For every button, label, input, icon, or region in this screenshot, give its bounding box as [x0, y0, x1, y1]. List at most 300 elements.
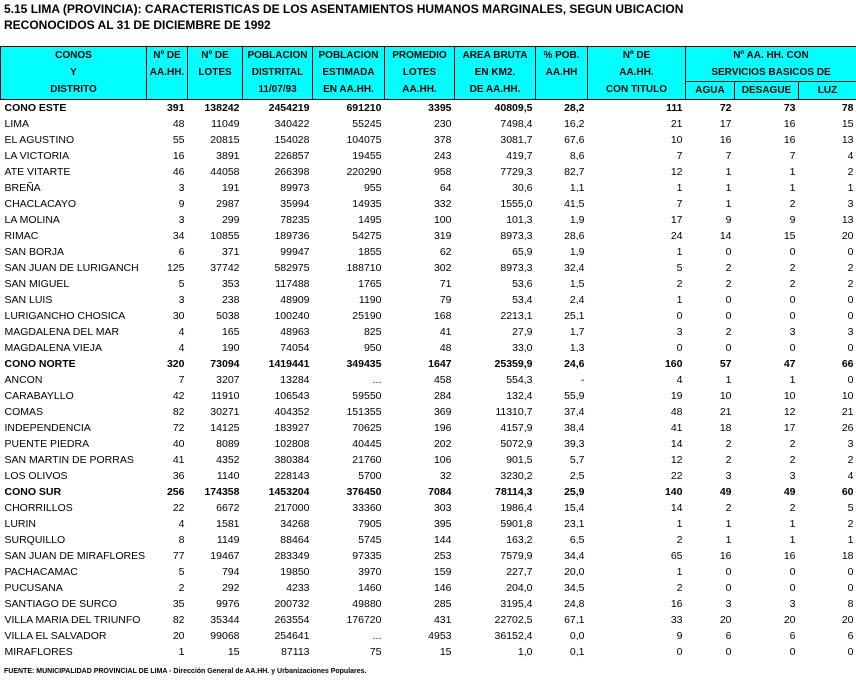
table-cell: 104075: [346, 134, 382, 146]
table-cell: 154028: [274, 134, 310, 146]
row-label: LURIGANCHO CHOSICA: [4, 310, 126, 322]
table-cell: 49: [719, 486, 732, 498]
table-cell: 4: [847, 470, 854, 482]
header-pct-pob-2: AA.HH: [536, 64, 588, 82]
table-cell: 1453204: [268, 486, 310, 498]
table-row: [1, 628, 856, 644]
table-cell: 0: [847, 294, 854, 306]
table-cell: 1: [789, 374, 796, 386]
table-cell: 8973,3: [500, 262, 533, 274]
table-cell: 55,9: [564, 390, 585, 402]
table-cell: 11049: [211, 118, 240, 130]
table-cell: 160: [664, 358, 683, 370]
table-cell: 7084: [428, 486, 452, 498]
header-luz: LUZ: [799, 82, 856, 100]
table-row: [1, 196, 856, 212]
table-cell: 0: [847, 246, 854, 258]
table-cell: 202: [433, 438, 452, 450]
table-cell: 3: [789, 326, 796, 338]
row-label: PUCUSANA: [4, 582, 63, 594]
table-cell: 13: [841, 134, 854, 146]
table-cell: 163,2: [506, 534, 533, 546]
table-cell: 34: [172, 230, 185, 242]
table-cell: 0: [676, 310, 683, 322]
table-cell: 1,0: [517, 646, 533, 658]
table-cell: 1,3: [569, 342, 585, 354]
table-cell: 37742: [210, 262, 240, 274]
table-cell: 378: [433, 134, 452, 146]
row-label: SAN BORJA: [4, 246, 65, 258]
table-cell: 15,4: [564, 502, 585, 514]
table-cell: 2: [789, 278, 796, 290]
table-cell: 3: [725, 598, 732, 610]
table-cell: 4: [178, 342, 185, 354]
table-cell: 254641: [274, 630, 310, 642]
table-cell: 70625: [352, 422, 382, 434]
table-cell: 1: [725, 182, 732, 194]
header-conos-2: Y: [1, 64, 147, 82]
row-label: CARABAYLLO: [4, 390, 74, 402]
table-cell: 3: [178, 214, 185, 226]
table-cell: 44058: [210, 166, 240, 178]
table-cell: 0: [789, 566, 796, 578]
header-promedio-3: AA.HH.: [385, 82, 455, 100]
table-cell: 340422: [274, 118, 310, 130]
header-lotes-3: [188, 82, 243, 100]
table-cell: 78114,3: [495, 486, 533, 498]
table-cell: 7: [676, 198, 683, 210]
table-cell: 28,2: [564, 102, 585, 114]
table-header: [1, 47, 856, 100]
table-cell: 16: [783, 550, 796, 562]
table-cell: 691210: [346, 102, 382, 114]
table-row: [1, 388, 856, 404]
table-row: [1, 452, 856, 468]
table-cell: 11910: [211, 390, 240, 402]
table-cell: 22: [670, 470, 683, 482]
table-row: [1, 164, 856, 180]
row-label: ATE VITARTE: [4, 166, 71, 178]
table-cell: 20: [841, 614, 854, 626]
table-cell: 955: [363, 182, 382, 194]
table-cell: 2: [847, 518, 854, 530]
table-cell: 71: [439, 278, 452, 290]
table-cell: 19455: [352, 150, 382, 162]
table-cell: 3: [725, 470, 732, 482]
header-aahh-3: [147, 82, 188, 100]
table-cell: 30,6: [512, 182, 533, 194]
table-cell: 825: [363, 326, 382, 338]
table-cell: 33: [670, 614, 683, 626]
table-cell: 230: [433, 118, 452, 130]
table-cell: 0: [725, 566, 732, 578]
table-cell: 243: [433, 150, 452, 162]
table-cell: 3207: [216, 374, 240, 386]
table-cell: 106: [433, 454, 452, 466]
table-cell: 376450: [346, 486, 382, 498]
table-cell: 4953: [428, 630, 452, 642]
table-row: [1, 420, 856, 436]
table-cell: 2: [847, 278, 854, 290]
table-cell: 2: [725, 278, 732, 290]
table-cell: 2: [789, 502, 796, 514]
table-cell: 2: [789, 198, 796, 210]
table-cell: 391: [166, 102, 185, 114]
table-cell: 2: [789, 438, 796, 450]
table-cell: 99068: [210, 630, 240, 642]
table-cell: 23,1: [564, 518, 585, 530]
row-label: SANTIAGO DE SURCO: [4, 598, 118, 610]
table-cell: 2,4: [569, 294, 585, 306]
table-cell: 14: [719, 230, 732, 242]
table-cell: 10: [841, 390, 854, 402]
table-cell: 15: [841, 118, 854, 130]
table-cell: 5901,8: [500, 518, 533, 530]
table-row: [1, 516, 856, 532]
table-cell: 54275: [352, 230, 382, 242]
table-cell: 40: [172, 438, 185, 450]
table-cell: 200732: [274, 598, 310, 610]
table-cell: 41,5: [564, 198, 585, 210]
table-row: [1, 372, 856, 388]
table-cell: 395: [433, 518, 452, 530]
table-cell: 12: [670, 166, 683, 178]
table-cell: 1190: [358, 294, 382, 306]
table-cell: 299: [221, 214, 240, 226]
table-row: [1, 324, 856, 340]
table-cell: 34268: [280, 518, 310, 530]
table-cell: 554,3: [506, 374, 533, 386]
table-cell: 3230,2: [500, 470, 533, 482]
table-cell: 3: [847, 326, 854, 338]
table-cell: 77: [172, 550, 185, 562]
table-cell: 140: [664, 486, 683, 498]
table-cell: 1140: [216, 470, 240, 482]
table-cell: 292: [221, 582, 240, 594]
table-cell: 20,0: [564, 566, 585, 578]
table-cell: 47: [783, 358, 796, 370]
table-cell: 34,4: [564, 550, 585, 562]
table-cell: 25359,9: [494, 358, 533, 370]
table-row: [1, 644, 856, 660]
table-cell: ...: [372, 374, 382, 386]
table-row: [1, 564, 856, 580]
table-cell: 183927: [274, 422, 310, 434]
table-cell: 8089: [216, 438, 240, 450]
table-cell: 25,9: [564, 486, 585, 498]
table-cell: 0: [847, 566, 854, 578]
row-label: MAGDALENA VIEJA: [4, 342, 102, 354]
table-cell: 6,5: [569, 534, 585, 546]
table-cell: 48963: [280, 326, 310, 338]
header-pob-estimada-2: ESTIMADA: [313, 64, 385, 82]
table-cell: 17: [719, 118, 732, 130]
table-cell: 6: [847, 630, 854, 642]
table-cell: 174358: [204, 486, 240, 498]
table-row: [1, 132, 856, 148]
table-cell: 7905: [358, 518, 382, 530]
table-cell: 88464: [280, 534, 310, 546]
table-row: [1, 596, 856, 612]
table-cell: 3891: [216, 150, 240, 162]
table-cell: 2: [725, 438, 732, 450]
table-cell: 14125: [210, 422, 240, 434]
table-cell: 53,6: [512, 278, 533, 290]
table-cell: 22: [172, 502, 185, 514]
table-cell: 1,7: [569, 326, 585, 338]
table-cell: 191: [221, 182, 240, 194]
row-label: RIMAC: [4, 230, 39, 242]
table-cell: 283349: [274, 550, 310, 562]
row-label: SAN JUAN DE MIRAFLORES: [4, 550, 146, 562]
table-cell: 0: [676, 646, 683, 658]
table-cell: 24: [670, 230, 683, 242]
row-label: SAN JUAN DE LURIGANCH: [4, 262, 139, 274]
table-cell: 42: [172, 390, 185, 402]
header-agua: AGUA: [686, 82, 735, 100]
table-cell: 48: [670, 406, 683, 418]
table-cell: 16: [670, 598, 683, 610]
table-cell: 8973,3: [500, 230, 533, 242]
source-footnote: FUENTE: MUNICIPALIDAD PROVINCIAL DE LIMA - Dirección General de AA.HH. y Urbanizaciones Populares.: [4, 668, 367, 675]
row-label: SAN MARTIN DE PORRAS: [4, 454, 134, 466]
table-cell: 1: [847, 182, 854, 194]
table-cell: 101,3: [506, 214, 533, 226]
table-cell: 10: [670, 134, 683, 146]
row-label: VILLA MARIA DEL TRIUNFO: [4, 614, 141, 626]
table-cell: 3195,4: [500, 598, 533, 610]
table-cell: 353: [221, 278, 240, 290]
header-pct-pob-3: [536, 82, 588, 100]
table-cell: 48: [439, 342, 452, 354]
table-cell: 16,2: [564, 118, 585, 130]
table-cell: 1647: [428, 358, 452, 370]
table-cell: 0: [847, 342, 854, 354]
table-cell: 72: [172, 422, 185, 434]
table-cell: 369: [433, 406, 452, 418]
header-servicios-1: Nº AA. HH. CON: [686, 47, 856, 65]
table-cell: 60: [841, 486, 854, 498]
table-cell: 302: [433, 262, 452, 274]
table-cell: 21: [670, 118, 683, 130]
table-cell: 21: [841, 406, 854, 418]
table-cell: 8: [847, 598, 854, 610]
table-cell: 41: [172, 454, 185, 466]
table-cell: 15: [783, 230, 796, 242]
table-cell: ...: [372, 630, 382, 642]
table-cell: 0: [725, 310, 732, 322]
row-label: CHACLACAYO: [4, 198, 77, 210]
row-label: CONO ESTE: [4, 102, 67, 114]
row-label: SAN LUIS: [4, 294, 53, 306]
table-row: [1, 228, 856, 244]
table-cell: 458: [433, 374, 452, 386]
table-row: [1, 212, 856, 228]
table-cell: 18: [841, 550, 854, 562]
table-cell: 125: [166, 262, 185, 274]
table-row: [1, 308, 856, 324]
table-cell: 226857: [274, 150, 310, 162]
table-cell: 10855: [210, 230, 240, 242]
table-cell: 431: [433, 614, 452, 626]
table-cell: 9976: [216, 598, 240, 610]
table-cell: 0: [847, 646, 854, 658]
table-cell: 0,1: [569, 646, 585, 658]
table-cell: 82: [172, 406, 185, 418]
table-cell: 117488: [275, 278, 310, 290]
table-cell: 17: [783, 422, 796, 434]
table-cell: 67,1: [564, 614, 585, 626]
table-cell: 1: [725, 374, 732, 386]
table-cell: 1: [789, 534, 796, 546]
table-cell: 7: [676, 150, 683, 162]
header-conos-1: CONOS: [1, 47, 147, 65]
table-cell: 30271: [210, 406, 240, 418]
table-cell: 138242: [204, 102, 240, 114]
header-pob-distrital-1: POBLACION: [243, 47, 313, 65]
table-cell: 25,1: [564, 310, 585, 322]
table-cell: 106543: [274, 390, 310, 402]
table-cell: 371: [221, 246, 240, 258]
table-cell: 59550: [352, 390, 382, 402]
table-cell: 36: [172, 470, 185, 482]
table-cell: 87113: [281, 646, 310, 658]
table-cell: 5072,9: [500, 438, 533, 450]
table-cell: 1: [725, 198, 732, 210]
table-cell: 35344: [210, 614, 240, 626]
table-cell: 303: [433, 502, 452, 514]
table-cell: 11310,7: [495, 406, 533, 418]
table-group-row: [1, 484, 856, 500]
header-servicios-2: SERVICIOS BASICOS DE: [686, 64, 856, 82]
table-cell: 3: [847, 198, 854, 210]
table-cell: 4: [178, 518, 185, 530]
table-cell: 4: [178, 326, 185, 338]
table-cell: 6672: [216, 502, 240, 514]
table-row: [1, 260, 856, 276]
table-cell: 146: [433, 582, 452, 594]
header-lotes-1: Nº DE: [188, 47, 243, 65]
table-cell: 176720: [346, 614, 382, 626]
table-cell: 5700: [358, 470, 382, 482]
table-cell: 32,4: [564, 262, 585, 274]
table-cell: 228143: [274, 470, 310, 482]
table-cell: 217000: [274, 502, 310, 514]
table-row: [1, 340, 856, 356]
table-cell: 253: [433, 550, 452, 562]
table-cell: 100: [433, 214, 452, 226]
header-pct-pob-1: % POB.: [536, 47, 588, 65]
header-area-2: EN KM2.: [455, 64, 536, 82]
table-cell: 111: [666, 102, 683, 114]
table-cell: 7: [178, 374, 185, 386]
table-cell: 20: [841, 230, 854, 242]
table-cell: 5: [178, 566, 185, 578]
table-cell: 49880: [352, 598, 382, 610]
table-cell: 1: [676, 246, 683, 258]
table-cell: 0,0: [569, 630, 585, 642]
table-cell: 1,5: [569, 278, 585, 290]
table-row: [1, 532, 856, 548]
table-cell: 3: [789, 598, 796, 610]
header-area-1: AREA BRUTA: [455, 47, 536, 65]
table-cell: 26: [841, 422, 854, 434]
row-label: LURIN: [4, 518, 37, 530]
table-cell: 2987: [216, 198, 240, 210]
table-cell: 582975: [274, 262, 310, 274]
table-cell: 227,7: [506, 566, 533, 578]
table-cell: 238: [221, 294, 240, 306]
table-cell: 27,9: [512, 326, 533, 338]
table-cell: 15: [227, 646, 240, 658]
table-cell: 6: [178, 246, 185, 258]
table-cell: 9: [725, 214, 732, 226]
header-con-titulo-2: AA.HH.: [588, 64, 686, 82]
row-label: PUENTE PIEDRA: [4, 438, 90, 450]
table-cell: 320: [166, 358, 185, 370]
table-cell: 794: [221, 566, 240, 578]
row-label: BREÑA: [4, 182, 41, 194]
table-cell: 1765: [358, 278, 382, 290]
table-cell: 49: [783, 486, 796, 498]
table-cell: 89973: [280, 182, 310, 194]
row-label: PACHACAMAC: [4, 566, 78, 578]
table-cell: 404352: [274, 406, 310, 418]
header-pob-estimada-1: POBLACION: [313, 47, 385, 65]
table-cell: 1: [847, 534, 854, 546]
table-cell: 1,9: [569, 214, 585, 226]
table-cell: 1: [178, 646, 185, 658]
table-cell: 2: [847, 454, 854, 466]
table-cell: 78235: [280, 214, 310, 226]
table-cell: 36152,4: [494, 630, 533, 642]
table-cell: 9: [178, 198, 185, 210]
table-cell: 1: [725, 166, 732, 178]
table-cell: 0: [847, 582, 854, 594]
table-cell: 0: [789, 294, 796, 306]
table-row: [1, 244, 856, 260]
table-cell: 1,9: [569, 246, 585, 258]
table-cell: 1460: [358, 582, 382, 594]
table-cell: 33360: [352, 502, 382, 514]
table-cell: 2: [178, 582, 185, 594]
table-cell: 25190: [352, 310, 382, 322]
row-label: ANCON: [4, 374, 43, 386]
table-cell: 7729,3: [500, 166, 533, 178]
row-label: INDEPENDENCIA: [4, 422, 91, 434]
row-label: CONO SUR: [4, 486, 62, 498]
table-cell: 14: [670, 438, 683, 450]
table-cell: 1855: [358, 246, 382, 258]
table-cell: 5: [178, 278, 185, 290]
header-desague: DESAGUE: [735, 82, 799, 100]
table-row: [1, 500, 856, 516]
table-cell: 72: [719, 102, 732, 114]
table-cell: 0: [676, 342, 683, 354]
table-row: [1, 436, 856, 452]
table-cell: 3081,7: [500, 134, 533, 146]
table-cell: 0: [789, 246, 796, 258]
table-cell: 2: [789, 454, 796, 466]
table-cell: 151355: [346, 406, 382, 418]
row-label: LIMA: [4, 118, 30, 130]
table-cell: 1: [676, 294, 683, 306]
table-cell: 2: [725, 326, 732, 338]
row-label: CHORRILLOS: [4, 502, 73, 514]
table-body: [1, 100, 856, 661]
table-cell: 62: [439, 246, 452, 258]
table-cell: 37,4: [564, 406, 585, 418]
